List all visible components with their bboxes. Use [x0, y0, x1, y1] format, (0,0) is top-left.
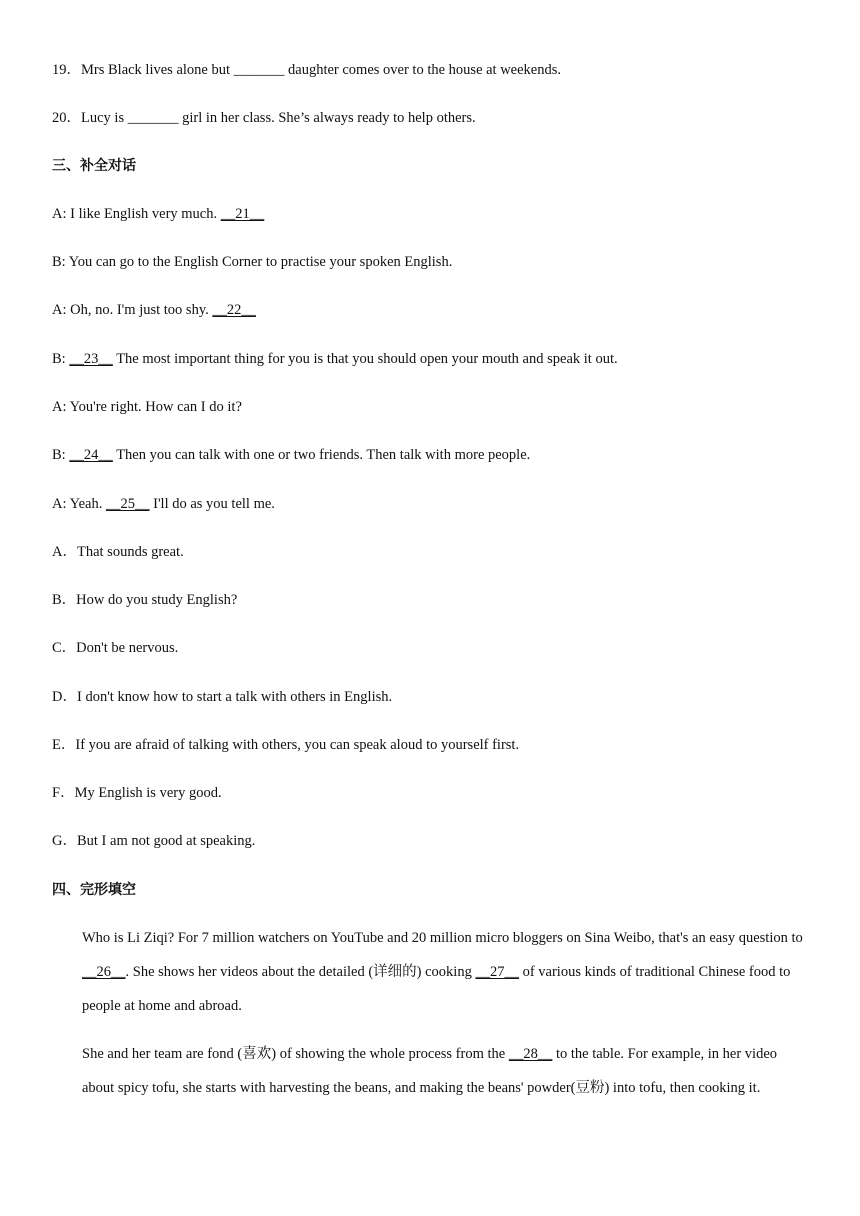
dialogue-text: A: Oh, no. I'm just too shy.: [52, 302, 213, 318]
section-heading-cloze: 四、完形填空: [52, 882, 136, 898]
option-text: But I am not good at speaking.: [76, 833, 256, 849]
option-text: My English is very good.: [74, 785, 222, 801]
question-text: daughter comes over to the house at weekends.: [284, 62, 562, 78]
question-20: [52, 108, 808, 128]
option-text: If you are afraid of talking with others, you can speak aloud to yourself first.: [75, 737, 520, 753]
passage-text: of various kinds of traditional Chinese food to people at home and abroad.: [82, 964, 791, 1014]
option-letter: F．: [52, 785, 75, 801]
answer-blank: _______: [233, 62, 285, 78]
option-item: [52, 590, 808, 610]
passage-blank: __27__: [475, 964, 519, 980]
dialogue-text: I'll do as you tell me.: [149, 496, 275, 512]
dialogue-blank: __25__: [105, 496, 150, 512]
dialogue-line: [52, 204, 808, 224]
dialogue-text: B:: [52, 351, 70, 367]
option-letter: B．: [52, 592, 77, 608]
option-letter: E．: [52, 737, 76, 753]
section-heading-dialogue: 三、补全对话: [52, 158, 136, 174]
answer-blank: _______: [127, 110, 179, 126]
passage-blank: __26__: [82, 964, 126, 980]
option-text: Don't be nervous.: [76, 640, 179, 656]
dialogue-blank: __22__: [212, 302, 256, 318]
dialogue-text: B:: [52, 447, 70, 463]
passage-paragraph: [52, 1037, 808, 1105]
passage-text: . She shows her videos about the detailed (详细的) cooking: [125, 964, 476, 980]
dialogue-blank: __21__: [220, 206, 265, 222]
option-item: [52, 783, 808, 803]
dialogue-line: [52, 397, 808, 417]
passage-paragraph: [52, 921, 808, 1023]
dialogue-text: A: Yeah.: [52, 496, 106, 512]
question-number: 20．: [52, 110, 81, 126]
dialogue-text: Then you can talk with one or two friends. Then talk with more people.: [112, 447, 531, 463]
option-letter: D．: [52, 689, 77, 705]
dialogue-line: [52, 252, 808, 272]
option-text: How do you study English?: [76, 592, 238, 608]
option-item: [52, 735, 808, 755]
passage-blank: __28__: [508, 1046, 553, 1062]
option-item: [52, 831, 808, 851]
option-item: [52, 687, 808, 707]
question-19: [52, 60, 808, 80]
dialogue-line: [52, 494, 808, 514]
dialogue-text: A: I like English very much.: [52, 206, 221, 222]
dialogue-text: A: You're right. How can I do it?: [52, 399, 242, 415]
dialogue-blank: __23__: [69, 351, 113, 367]
option-item: [52, 638, 808, 658]
option-text: That sounds great.: [76, 544, 184, 560]
option-item: [52, 542, 808, 562]
question-text: Mrs Black lives alone but: [81, 62, 234, 78]
dialogue-line: [52, 445, 808, 465]
option-letter: A．: [52, 544, 77, 560]
option-letter: C．: [52, 640, 77, 656]
option-letter: G．: [52, 833, 77, 849]
passage-text: She and her team are fond (喜欢) of showing the whole process from the: [82, 1046, 509, 1062]
passage-text: to the table. For example, in her video about spicy tofu, she starts with harvesting the beans, and making the beans' powder(豆粉) into tofu, then cooking it.: [82, 1046, 778, 1096]
passage-text: Who is Li Ziqi? For 7 million watchers on YouTube and 20 million micro bloggers on Sina Weibo, that's an easy question to: [82, 930, 803, 946]
dialogue-line: [52, 349, 808, 369]
dialogue-text: The most important thing for you is that you should open your mouth and speak it out.: [112, 351, 618, 367]
question-text: Lucy is: [81, 110, 128, 126]
question-text: girl in her class. She’s always ready to help others.: [178, 110, 476, 126]
option-text: I don't know how to start a talk with others in English.: [76, 689, 393, 705]
dialogue-text: B: You can go to the English Corner to practise your spoken English.: [52, 254, 453, 270]
question-number: 19．: [52, 62, 81, 78]
dialogue-line: [52, 300, 808, 320]
dialogue-blank: __24__: [69, 447, 113, 463]
